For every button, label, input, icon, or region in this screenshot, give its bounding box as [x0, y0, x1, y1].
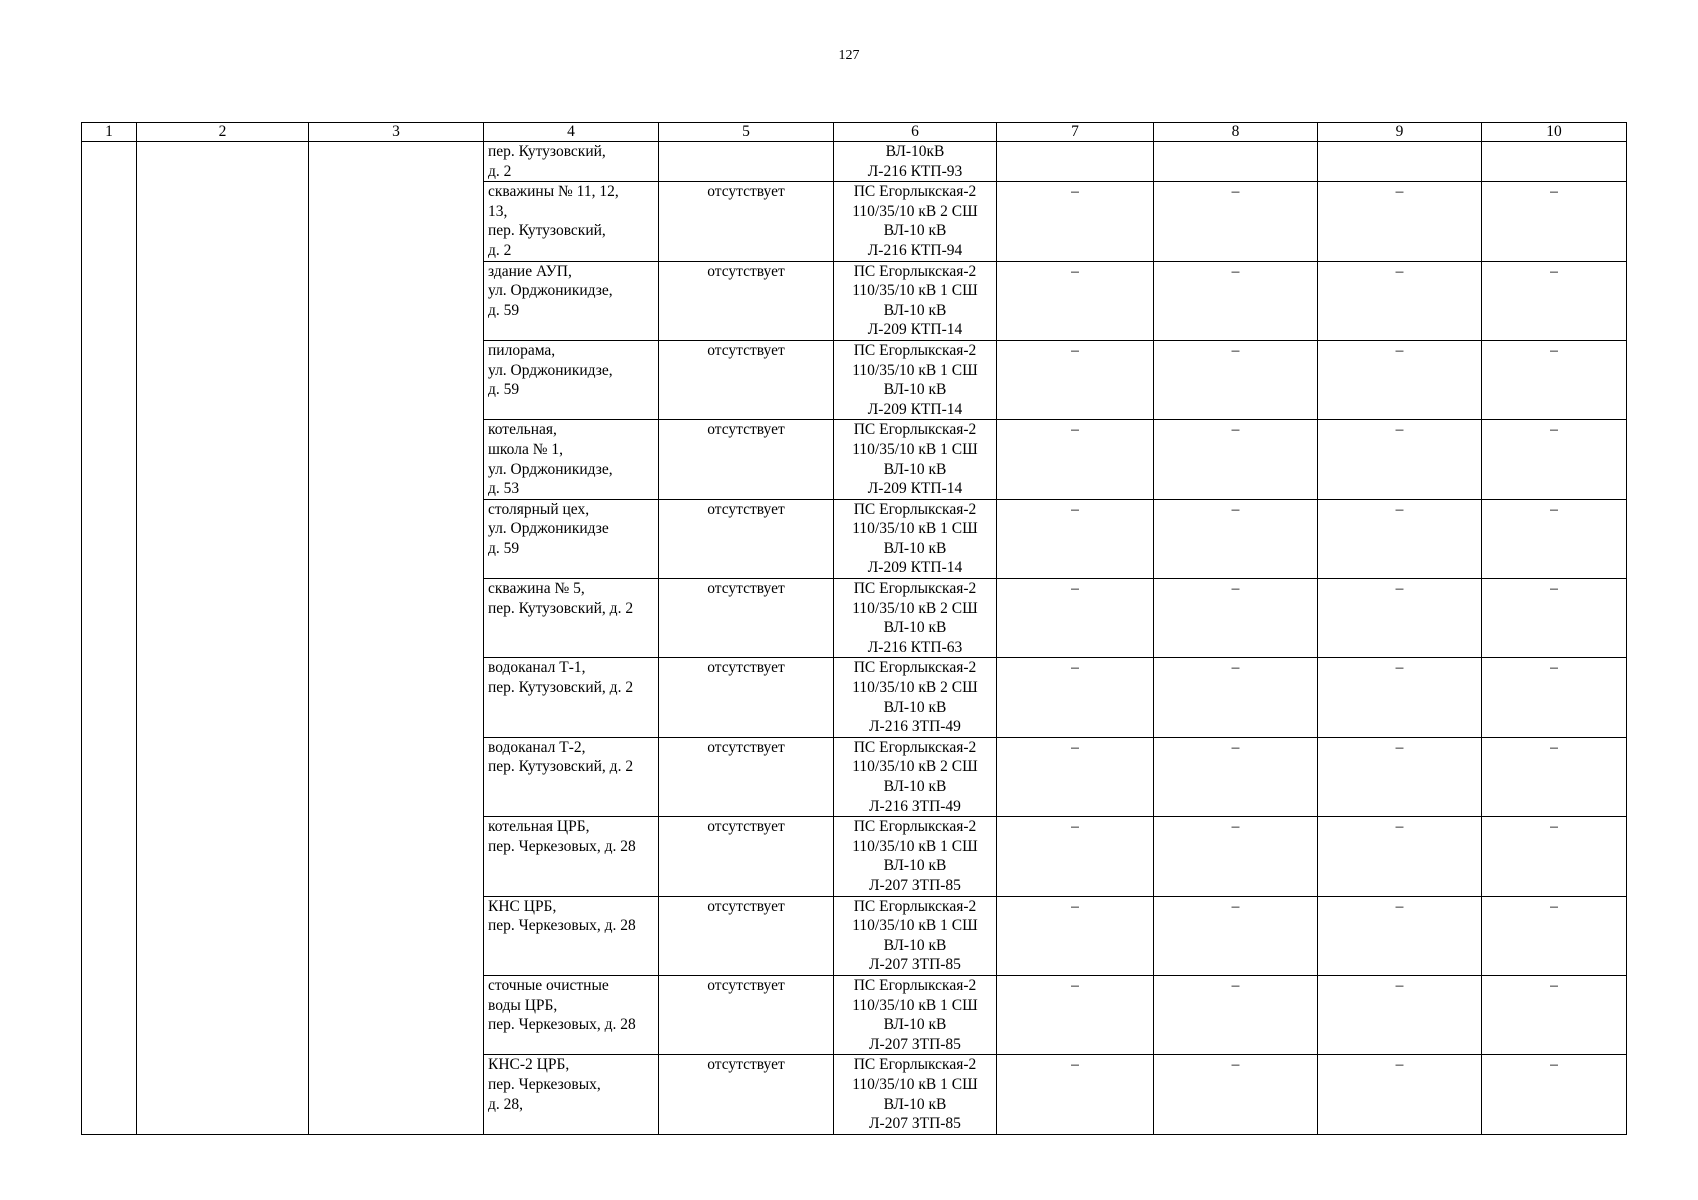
cell-col-9: –: [1318, 658, 1482, 737]
cell-address: пер. Кутузовский, д. 2: [484, 142, 659, 182]
cell-col-8: –: [1154, 737, 1318, 816]
cell-col-10: –: [1482, 420, 1627, 499]
cell-supply-line: ПС Егорлыкская-2 110/35/10 кВ 1 СШ ВЛ-10 кВ Л-209 КТП-14: [834, 261, 997, 340]
cell-connection: отсутствует: [659, 737, 834, 816]
cell-col-8: –: [1154, 261, 1318, 340]
header-cell-7: 7: [997, 123, 1154, 142]
cell-col-9: –: [1318, 975, 1482, 1054]
cell-supply-line: ПС Егорлыкская-2 110/35/10 кВ 1 СШ ВЛ-10 кВ Л-209 КТП-14: [834, 340, 997, 419]
cell-address: КНС-2 ЦРБ, пер. Черкезовых, д. 28,: [484, 1055, 659, 1134]
cell-supply-line: ПС Егорлыкская-2 110/35/10 кВ 2 СШ ВЛ-10 кВ Л-216 КТП-63: [834, 579, 997, 658]
header-cell-1: 1: [82, 123, 137, 142]
cell-col-9: –: [1318, 261, 1482, 340]
cell-col-10: –: [1482, 817, 1627, 896]
cell-address: котельная ЦРБ, пер. Черкезовых, д. 28: [484, 817, 659, 896]
cell-col-9: –: [1318, 817, 1482, 896]
header-cell-10: 10: [1482, 123, 1627, 142]
header-cell-2: 2: [137, 123, 309, 142]
cell-col-10: –: [1482, 1055, 1627, 1134]
cell-supply-line: ПС Егорлыкская-2 110/35/10 кВ 1 СШ ВЛ-10 кВ Л-209 КТП-14: [834, 499, 997, 578]
table-header: [82, 123, 1627, 142]
cell-address: пилорама, ул. Орджоникидзе, д. 59: [484, 340, 659, 419]
cell-col-7: [997, 142, 1154, 182]
cell-col-9: –: [1318, 737, 1482, 816]
cell-supply-line: ПС Егорлыкская-2 110/35/10 кВ 2 СШ ВЛ-10 кВ Л-216 ЗТП-49: [834, 658, 997, 737]
cell-address: скважины № 11, 12, 13, пер. Кутузовский, д. 2: [484, 182, 659, 261]
cell-col-8: –: [1154, 896, 1318, 975]
cell-col-7: –: [997, 340, 1154, 419]
cell-connection: отсутствует: [659, 420, 834, 499]
cell-address: котельная, школа № 1, ул. Орджоникидзе, д. 53: [484, 420, 659, 499]
cell-connection: отсутствует: [659, 340, 834, 419]
data-table: [81, 122, 1627, 1135]
cell-col-8: –: [1154, 340, 1318, 419]
cell-col-9: –: [1318, 896, 1482, 975]
cell-connection: отсутствует: [659, 1055, 834, 1134]
cell-col-7: –: [997, 896, 1154, 975]
cell-col-1-empty: [82, 142, 137, 1135]
cell-address: столярный цех, ул. Орджоникидзе д. 59: [484, 499, 659, 578]
cell-col-10: –: [1482, 975, 1627, 1054]
cell-col-7: –: [997, 817, 1154, 896]
cell-col-7: –: [997, 499, 1154, 578]
table-row: [82, 142, 1627, 182]
cell-col-3-empty: [309, 142, 484, 1135]
cell-col-8: –: [1154, 579, 1318, 658]
page-number: 127: [838, 48, 860, 63]
header-cell-9: 9: [1318, 123, 1482, 142]
cell-address: КНС ЦРБ, пер. Черкезовых, д. 28: [484, 896, 659, 975]
cell-connection: отсутствует: [659, 817, 834, 896]
cell-col-9: –: [1318, 420, 1482, 499]
cell-col-7: –: [997, 420, 1154, 499]
cell-supply-line: ВЛ-10кВ Л-216 КТП-93: [834, 142, 997, 182]
cell-col-8: [1154, 142, 1318, 182]
cell-connection: отсутствует: [659, 579, 834, 658]
cell-col-7: –: [997, 261, 1154, 340]
cell-col-2-empty: [137, 142, 309, 1135]
cell-supply-line: ПС Егорлыкская-2 110/35/10 кВ 2 СШ ВЛ-10 кВ Л-216 КТП-94: [834, 182, 997, 261]
cell-supply-line: ПС Егорлыкская-2 110/35/10 кВ 1 СШ ВЛ-10 кВ Л-207 ЗТП-85: [834, 817, 997, 896]
cell-col-7: –: [997, 658, 1154, 737]
cell-col-10: [1482, 142, 1627, 182]
table-body: [82, 142, 1627, 1135]
header-cell-8: 8: [1154, 123, 1318, 142]
cell-col-7: –: [997, 737, 1154, 816]
cell-col-10: –: [1482, 182, 1627, 261]
cell-address: скважина № 5, пер. Кутузовский, д. 2: [484, 579, 659, 658]
cell-col-10: –: [1482, 499, 1627, 578]
cell-col-8: –: [1154, 975, 1318, 1054]
cell-col-7: –: [997, 1055, 1154, 1134]
cell-col-8: –: [1154, 499, 1318, 578]
cell-address: здание АУП, ул. Орджоникидзе, д. 59: [484, 261, 659, 340]
cell-col-10: –: [1482, 340, 1627, 419]
cell-connection: отсутствует: [659, 658, 834, 737]
cell-col-9: –: [1318, 182, 1482, 261]
cell-col-10: –: [1482, 896, 1627, 975]
cell-supply-line: ПС Егорлыкская-2 110/35/10 кВ 1 СШ ВЛ-10 кВ Л-207 ЗТП-85: [834, 896, 997, 975]
cell-supply-line: ПС Егорлыкская-2 110/35/10 кВ 2 СШ ВЛ-10 кВ Л-216 ЗТП-49: [834, 737, 997, 816]
cell-col-8: –: [1154, 420, 1318, 499]
cell-col-8: –: [1154, 817, 1318, 896]
cell-col-9: [1318, 142, 1482, 182]
cell-supply-line: ПС Егорлыкская-2 110/35/10 кВ 1 СШ ВЛ-10 кВ Л-207 ЗТП-85: [834, 1055, 997, 1134]
cell-col-7: –: [997, 182, 1154, 261]
cell-col-9: –: [1318, 499, 1482, 578]
cell-supply-line: ПС Егорлыкская-2 110/35/10 кВ 1 СШ ВЛ-10 кВ Л-207 ЗТП-85: [834, 975, 997, 1054]
cell-col-10: –: [1482, 658, 1627, 737]
cell-connection: отсутствует: [659, 182, 834, 261]
cell-col-9: –: [1318, 579, 1482, 658]
cell-address: водоканал Т-2, пер. Кутузовский, д. 2: [484, 737, 659, 816]
header-row: [82, 123, 1627, 142]
cell-col-9: –: [1318, 1055, 1482, 1134]
cell-col-10: –: [1482, 737, 1627, 816]
cell-supply-line: ПС Егорлыкская-2 110/35/10 кВ 1 СШ ВЛ-10 кВ Л-209 КТП-14: [834, 420, 997, 499]
cell-col-8: –: [1154, 1055, 1318, 1134]
cell-address: водоканал Т-1, пер. Кутузовский, д. 2: [484, 658, 659, 737]
cell-col-10: –: [1482, 579, 1627, 658]
header-cell-4: 4: [484, 123, 659, 142]
cell-col-7: –: [997, 975, 1154, 1054]
cell-col-10: –: [1482, 261, 1627, 340]
header-cell-6: 6: [834, 123, 997, 142]
cell-connection: отсутствует: [659, 499, 834, 578]
cell-connection: [659, 142, 834, 182]
cell-col-8: –: [1154, 182, 1318, 261]
cell-connection: отсутствует: [659, 896, 834, 975]
cell-col-8: –: [1154, 658, 1318, 737]
cell-address: сточные очистные воды ЦРБ, пер. Черкезовых, д. 28: [484, 975, 659, 1054]
cell-connection: отсутствует: [659, 975, 834, 1054]
header-cell-3: 3: [309, 123, 484, 142]
header-cell-5: 5: [659, 123, 834, 142]
cell-connection: отсутствует: [659, 261, 834, 340]
cell-col-7: –: [997, 579, 1154, 658]
cell-col-9: –: [1318, 340, 1482, 419]
